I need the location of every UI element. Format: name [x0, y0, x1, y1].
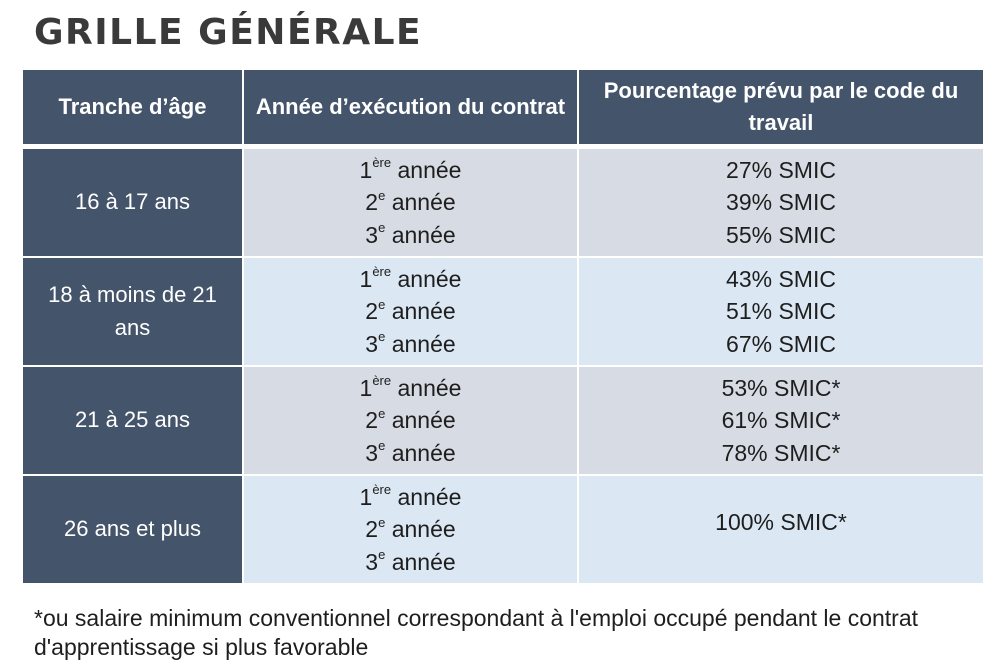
- page-title: GRILLE GÉNÉRALE: [34, 12, 423, 53]
- year-line: 1ère année: [359, 155, 462, 183]
- age-cell: 21 à 25 ans: [23, 366, 243, 475]
- year-line: 3e année: [365, 329, 456, 357]
- percent-line: 53% SMIC*: [721, 374, 841, 401]
- year-line: 2e année: [365, 187, 456, 216]
- year-cell: [243, 257, 578, 366]
- table-header-row: [23, 70, 983, 147]
- year-line: 2e année: [365, 514, 456, 543]
- table-row: [23, 475, 983, 584]
- percent-line: 55% SMIC: [726, 221, 836, 248]
- percent-line: 39% SMIC: [726, 189, 836, 216]
- percent-cell: [578, 475, 983, 584]
- percent-line: 78% SMIC*: [721, 439, 841, 466]
- year-line: 2e année: [365, 296, 456, 325]
- percent-line: 27% SMIC: [726, 156, 836, 183]
- year-line: 3e année: [365, 547, 456, 575]
- header-year: Année d’exécution du contrat: [243, 70, 578, 147]
- year-line: 2e année: [365, 405, 456, 434]
- percent-line: 100% SMIC*: [715, 509, 847, 536]
- footnote: *ou salaire minimum conventionnel correspondant à l'emploi occupé pendant le contrat d'apprentissage si plus favorable: [34, 605, 919, 660]
- year-line: 3e année: [365, 220, 456, 248]
- percent-line: 51% SMIC: [726, 298, 836, 325]
- age-cell: 16 à 17 ans: [23, 147, 243, 258]
- table-row: [23, 147, 983, 258]
- percent-cell: [578, 257, 983, 366]
- year-line: 1ère année: [359, 373, 462, 401]
- percent-line: 43% SMIC: [726, 265, 836, 292]
- year-cell: [243, 475, 578, 584]
- age-cell: 26 ans et plus: [23, 475, 243, 584]
- header-age: Tranche d’âge: [23, 70, 243, 147]
- percent-line: 67% SMIC: [726, 330, 836, 357]
- table-row: [23, 257, 983, 366]
- year-cell: [243, 147, 578, 258]
- salary-grid-table: [23, 70, 983, 585]
- year-cell: [243, 366, 578, 475]
- table-row: [23, 366, 983, 475]
- header-percent: Pourcentage prévu par le code du travail: [578, 70, 983, 147]
- year-line: 1ère année: [359, 482, 462, 510]
- percent-cell: [578, 147, 983, 258]
- age-cell: 18 à moins de 21 ans: [23, 257, 243, 366]
- year-line: 3e année: [365, 438, 456, 466]
- year-line: 1ère année: [359, 264, 462, 292]
- percent-cell: [578, 366, 983, 475]
- percent-line: 61% SMIC*: [721, 407, 841, 434]
